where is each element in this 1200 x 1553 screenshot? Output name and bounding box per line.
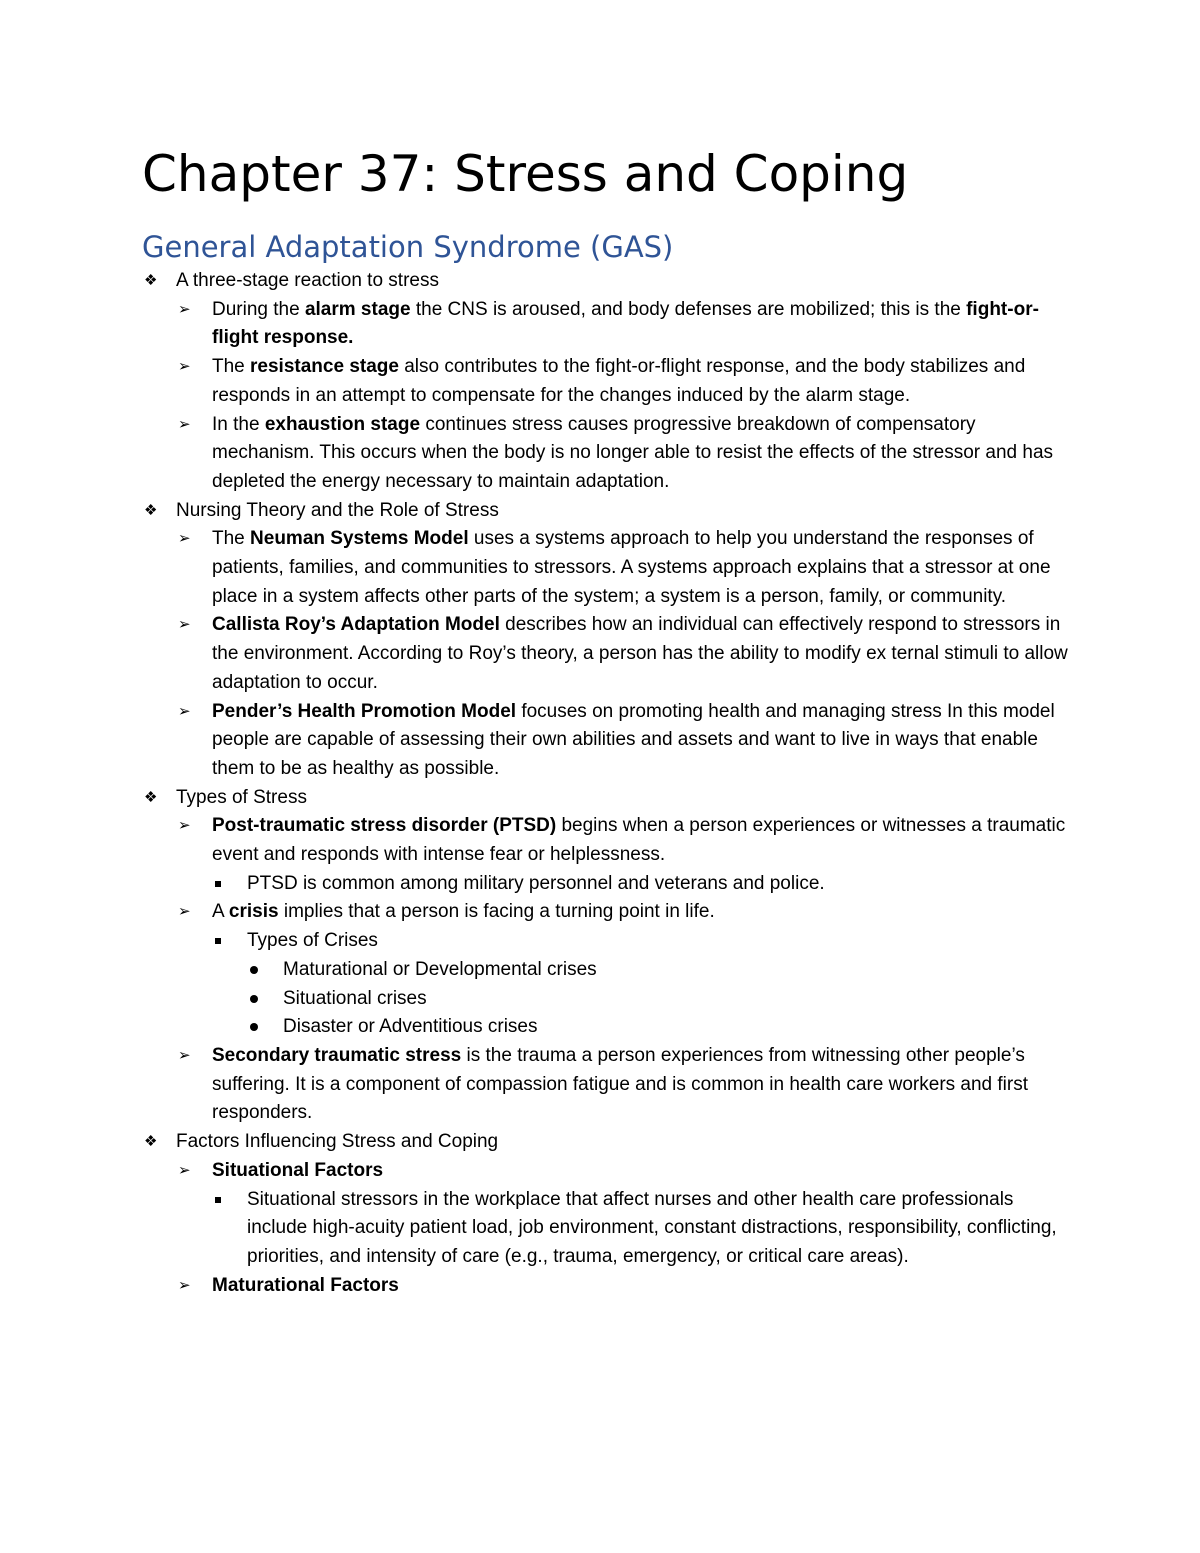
arrowhead-bullet-icon: ➢ [178, 300, 191, 318]
arrowhead-bullet-icon: ➢ [178, 1046, 191, 1064]
round-bullet-icon [250, 966, 258, 974]
key-term: fight-or-flight response. [212, 298, 1039, 349]
key-term: Maturational Factors [212, 1274, 399, 1296]
arrowhead-bullet-icon: ➢ [178, 1161, 191, 1179]
key-term: Post-traumatic stress disorder (PTSD) [212, 815, 557, 837]
list-item: Disaster or Adventitious crises [247, 1013, 1072, 1042]
list-item: ➢ During the alarm stage the CNS is aroused, and body defenses are mobilized; this is the fight-or-flight response. [176, 296, 1072, 353]
diamond-bullet-icon: ❖ [144, 501, 158, 519]
arrowhead-bullet-icon: ➢ [178, 817, 191, 835]
list-item [142, 267, 1072, 497]
item-text: Nursing Theory and the Role of Stress [176, 499, 499, 521]
key-term: crisis [228, 901, 279, 923]
arrowhead-bullet-icon: ➢ [178, 1276, 191, 1294]
page-title: Chapter 37: Stress and Coping [142, 145, 909, 203]
list-item: ➢ The resistance stage also contributes to the fight-or-flight response, and the body stabilizes and responds in an attempt to compensate for the changes induced by the alarm stage. [176, 353, 1072, 410]
notes-body [142, 267, 1072, 1300]
arrowhead-bullet-icon: ➢ [178, 903, 191, 921]
list-item: ➢ A crisis implies that a person is facing a turning point in life. Types of Crises Maturational or Developmental crises Situational crises Disaster or Adventitious crises [176, 898, 1072, 1042]
item-text: Factors Influencing Stress and Coping [176, 1131, 499, 1153]
arrowhead-bullet-icon: ➢ [178, 702, 191, 720]
section-heading: General Adaptation Syndrome (GAS) [142, 230, 674, 264]
round-bullet-icon [250, 995, 258, 1003]
square-bullet-icon [215, 881, 221, 887]
key-term: alarm stage [304, 298, 411, 320]
arrowhead-bullet-icon: ➢ [178, 358, 191, 376]
key-term: Pender’s Health Promotion Model [212, 700, 517, 722]
square-bullet-icon [215, 938, 221, 944]
list-item: PTSD is common among military personnel and veterans and police. [212, 870, 1072, 899]
list-item: Situational crises [247, 985, 1072, 1014]
list-item [176, 1157, 1072, 1272]
list-item: ➢ Secondary traumatic stress is the trauma a person experiences from witnessing other people’s suffering. It is a component of compassion fatigue and is common in health care workers and first responders. [176, 1042, 1072, 1128]
item-text: A three-stage reaction to stress [176, 270, 439, 291]
key-term: resistance stage [250, 356, 399, 378]
item-text: Types of Stress [176, 786, 307, 808]
list-item: ➢ Callista Roy’s Adaptation Model describes how an individual can effectively respond to stressors in the environment. According to Roy’s theory, a person has the ability to modify ex ternal stimuli to allow adaptation to occur. [176, 611, 1072, 697]
square-bullet-icon [215, 1197, 221, 1203]
outline-list [142, 267, 1072, 1300]
arrowhead-bullet-icon: ➢ [178, 616, 191, 634]
key-term: Secondary traumatic stress [212, 1044, 462, 1066]
key-term: Situational Factors [212, 1159, 384, 1181]
key-term: Neuman Systems Model [250, 528, 469, 550]
key-term: Callista Roy’s Adaptation Model [212, 614, 500, 636]
list-item: Situational stressors in the workplace that affect nurses and other health care professionals include high-acuity patient load, job environment, constant distractions, responsibility, conflicting, priorities, and intensity of care (e.g., trauma, emergency, or critical care areas). [212, 1186, 1072, 1272]
list-item: ➢ The Neuman Systems Model uses a systems approach to help you understand the responses of patients, families, and communities to stressors. A systems approach explains that a stressor at one place in a system affects other parts of the system; a system is a person, family, or community. [176, 525, 1072, 611]
list-item: Types of Crises Maturational or Developmental crises Situational crises Disaster or Adventitious crises [212, 927, 1072, 1042]
arrowhead-bullet-icon: ➢ [178, 530, 191, 548]
list-item [142, 1128, 1072, 1300]
round-bullet-icon [250, 1023, 258, 1031]
list-item: ➢ In the exhaustion stage continues stress causes progressive breakdown of compensatory mechanism. This occurs when the body is no longer able to resist the effects of the stressor and has depleted the energy necessary to maintain adaptation. [176, 411, 1072, 497]
list-item [142, 497, 1072, 784]
diamond-bullet-icon: ❖ [144, 1133, 158, 1151]
diamond-bullet-icon: ❖ [144, 788, 158, 806]
list-item: ➢ Post-traumatic stress disorder (PTSD) begins when a person experiences or witnesses a traumatic event and responds with intense fear or helplessness. PTSD is common among military personnel and veterans and police. [176, 812, 1072, 898]
arrowhead-bullet-icon: ➢ [178, 415, 191, 433]
list-item [176, 1272, 1072, 1301]
list-item: ➢ Pender’s Health Promotion Model focuses on promoting health and managing stress In this model people are capable of assessing their own abilities and assets and want to live in ways that enable them to be as healthy as possible. [176, 698, 1072, 784]
diamond-bullet-icon: ❖ [144, 272, 158, 289]
key-term: exhaustion stage [264, 413, 421, 435]
list-item: Maturational or Developmental crises [247, 956, 1072, 985]
list-item [142, 784, 1072, 1128]
